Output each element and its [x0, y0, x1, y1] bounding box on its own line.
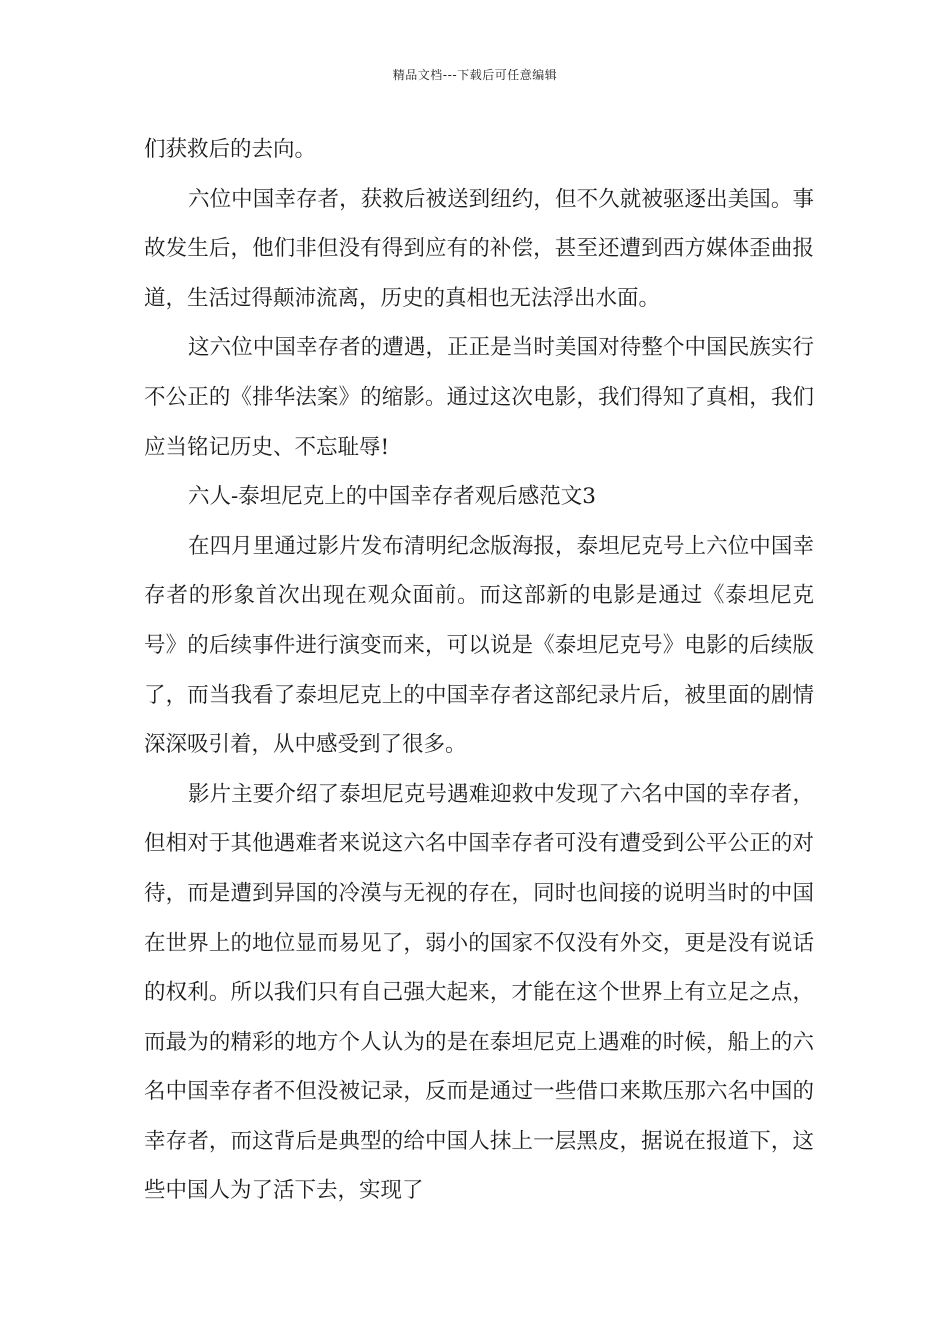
paragraph-4: 在四月里通过影片发布清明纪念版海报，泰坦尼克号上六位中国幸存者的形象首次出现在观众面前。而这部新的电影是通过《泰坦尼克号》的后续事件进行演变而来，可以说是《泰坦尼克号》电影的后续版了，而当我看了泰坦尼克上的中国幸存者这部纪录片后，被里面的剧情深深吸引着，从中感受到了很多。: [144, 533, 814, 758]
paragraph-2: 六位中国幸存者，获救后被送到纽约，但不久就被驱逐出美国。事故发生后，他们非但没有得到应有的补偿，甚至还遭到西方媒体歪曲报道，生活过得颠沛流离，历史的真相也无法浮出水面。: [144, 186, 814, 311]
paragraph-1: 们获救后的去向。: [144, 137, 317, 162]
paragraph-5: 影片主要介绍了泰坦尼克号遇难迎救中发现了六名中国的幸存者，但相对于其他遇难者来说这六名中国幸存者可没有遭受到公平公正的对待，而是遭到异国的冷漠与无视的存在，同时也间接的说明当时的中国在世界上的地位显而易见了，弱小的国家不仅没有外交，更是没有说话的权利。所以我们只有自己强大起来，才能在这个世界上有立足之点，而最为的精彩的地方个人认为的是在泰坦尼克上遇难的时候，船上的六名中国幸存者不但没被记录，反而是通过一些借口来欺压那六名中国的幸存者，而这背后是典型的给中国人抹上一层黑皮，据说在报道下，这些中国人为了活下去，实现了: [144, 781, 814, 1204]
page-header: 精品文档---下载后可任意编辑: [392, 68, 558, 82]
section-title: 六人-泰坦尼克上的中国幸存者观后感范文3: [188, 484, 596, 510]
paragraph-3: 这六位中国幸存者的遭遇，正正是当时美国对待整个中国民族实行不公正的《排华法案》的缩影。通过这次电影，我们得知了真相，我们应当铭记历史、不忘耻辱!: [144, 335, 814, 460]
document-body: [144, 125, 814, 1216]
